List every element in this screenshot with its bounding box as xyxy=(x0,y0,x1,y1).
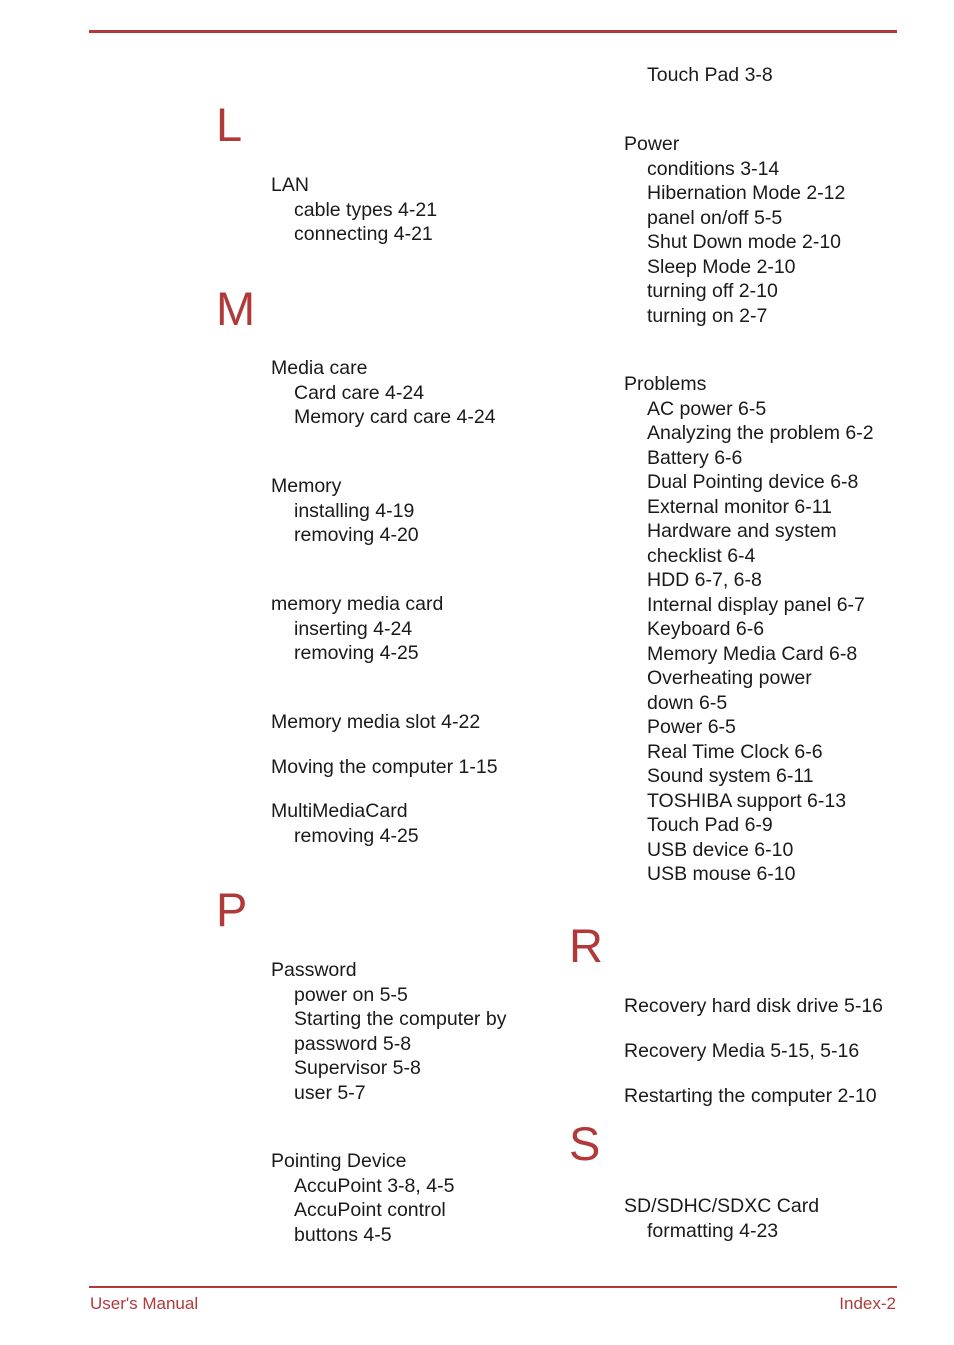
entry-sub: inserting 4-24 xyxy=(294,617,413,640)
entry-main: Memory xyxy=(271,475,342,497)
entry-main: Memory media slot 4-22 xyxy=(271,711,481,733)
entry-main: Moving the computer 1-15 xyxy=(271,756,498,778)
entry-sub: removing 4-25 xyxy=(294,824,419,847)
index-entry-memory xyxy=(271,474,419,548)
entry-sub: down 6-5 xyxy=(647,691,728,714)
entry-main: Recovery Media 5-15, 5-16 xyxy=(624,1040,860,1062)
entry-main: Password xyxy=(271,959,357,981)
section-letter-l: L xyxy=(216,98,243,151)
entry-sub: USB mouse 6-10 xyxy=(647,863,796,885)
entry-sub: HDD 6-7, 6-8 xyxy=(647,569,762,591)
entry-sub: AccuPoint control xyxy=(294,1199,446,1221)
index-entry-power xyxy=(624,132,845,328)
entry-sub: removing 4-25 xyxy=(294,642,419,664)
entry-sub: password 5-8 xyxy=(294,1032,412,1055)
entry-sub: Touch Pad 6-9 xyxy=(647,814,773,836)
entry-sub: Dual Pointing device 6-8 xyxy=(647,471,859,493)
entry-sub: Power 6-5 xyxy=(647,716,736,738)
entry-sub: power on 5-5 xyxy=(294,983,408,1006)
entry-sub: Card care 4-24 xyxy=(294,381,425,404)
section-letter-r: R xyxy=(569,919,603,972)
entry-sub: Analyzing the problem 6-2 xyxy=(647,422,874,444)
index-entry-sd-card xyxy=(624,1194,819,1243)
entry-sub: Starting the computer by xyxy=(294,1008,507,1030)
entry-main: SD/SDHC/SDXC Card xyxy=(624,1195,820,1217)
entry-sub: Hardware and system xyxy=(647,520,837,542)
index-entry-media-care xyxy=(271,356,496,430)
entry-main: Restarting the computer 2-10 xyxy=(624,1085,877,1107)
entry-main: Power xyxy=(624,133,680,155)
entry-sub: TOSHIBA support 6-13 xyxy=(647,789,847,812)
entry-main: Recovery hard disk drive 5-16 xyxy=(624,995,884,1017)
entry-sub: Hibernation Mode 2-12 xyxy=(647,182,846,204)
entry-sub: Memory card care 4-24 xyxy=(294,406,496,428)
entry-main: MultiMediaCard xyxy=(271,800,408,822)
index-entry-recovery-hdd xyxy=(624,994,883,1019)
entry-sub: installing 4-19 xyxy=(294,499,415,522)
entry-sub: Overheating power xyxy=(647,667,812,689)
entry-sub: formatting 4-23 xyxy=(647,1219,779,1242)
entry-sub: AccuPoint 3-8, 4-5 xyxy=(294,1174,455,1197)
footer-page-number: Index-2 xyxy=(839,1294,896,1313)
entry-sub: Touch Pad 3-8 xyxy=(647,64,773,86)
entry-sub: AC power 6-5 xyxy=(647,397,767,420)
index-entry-memory-media-card xyxy=(271,592,443,666)
index-entry-multimediacard xyxy=(271,799,419,848)
entry-main: Problems xyxy=(624,373,707,395)
section-letter-m: M xyxy=(216,282,256,335)
index-entry-pointing-device xyxy=(271,1149,454,1247)
entry-sub: connecting 4-21 xyxy=(294,223,433,245)
entry-sub: buttons 4-5 xyxy=(294,1223,392,1246)
entry-sub: Supervisor 5-8 xyxy=(294,1057,421,1079)
entry-sub: Sound system 6-11 xyxy=(647,765,814,787)
entry-sub: Real Time Clock 6-6 xyxy=(647,740,823,763)
entry-sub: checklist 6-4 xyxy=(647,544,756,567)
section-letter-s: S xyxy=(569,1117,601,1170)
bottom-rule xyxy=(89,1286,897,1288)
top-rule xyxy=(89,30,897,33)
index-entry-moving-computer xyxy=(271,755,498,780)
index-entry-recovery-media xyxy=(624,1039,859,1064)
index-entry-lan xyxy=(271,173,437,247)
entry-main: LAN xyxy=(271,174,309,196)
entry-sub: Battery 6-6 xyxy=(647,446,743,469)
entry-sub: turning off 2-10 xyxy=(647,280,778,302)
entry-sub: External monitor 6-11 xyxy=(647,495,832,518)
section-letter-p: P xyxy=(216,883,248,936)
entry-sub: Keyboard 6-6 xyxy=(647,618,765,640)
entry-sub: turning on 2-7 xyxy=(647,304,768,327)
entry-main: Media care xyxy=(271,357,368,379)
entry-sub: Sleep Mode 2-10 xyxy=(647,255,796,278)
index-entry-problems xyxy=(624,372,874,887)
entry-sub: panel on/off 5-5 xyxy=(647,206,783,229)
index-entry-restarting xyxy=(624,1084,877,1109)
footer-manual-title: User's Manual xyxy=(90,1294,199,1313)
entry-sub: Memory Media Card 6-8 xyxy=(647,642,858,665)
entry-sub: conditions 3-14 xyxy=(647,157,780,180)
index-entry-touch-pad-continued xyxy=(624,63,773,88)
entry-sub: Internal display panel 6-7 xyxy=(647,593,865,616)
entry-sub: USB device 6-10 xyxy=(647,838,794,861)
entry-sub: user 5-7 xyxy=(294,1081,366,1104)
entry-sub: Shut Down mode 2-10 xyxy=(647,231,842,253)
index-entry-memory-media-slot xyxy=(271,710,480,735)
entry-main: memory media card xyxy=(271,593,444,615)
entry-main: Pointing Device xyxy=(271,1150,407,1172)
index-entry-password xyxy=(271,958,506,1105)
entry-sub: cable types 4-21 xyxy=(294,198,438,221)
entry-sub: removing 4-20 xyxy=(294,524,419,546)
